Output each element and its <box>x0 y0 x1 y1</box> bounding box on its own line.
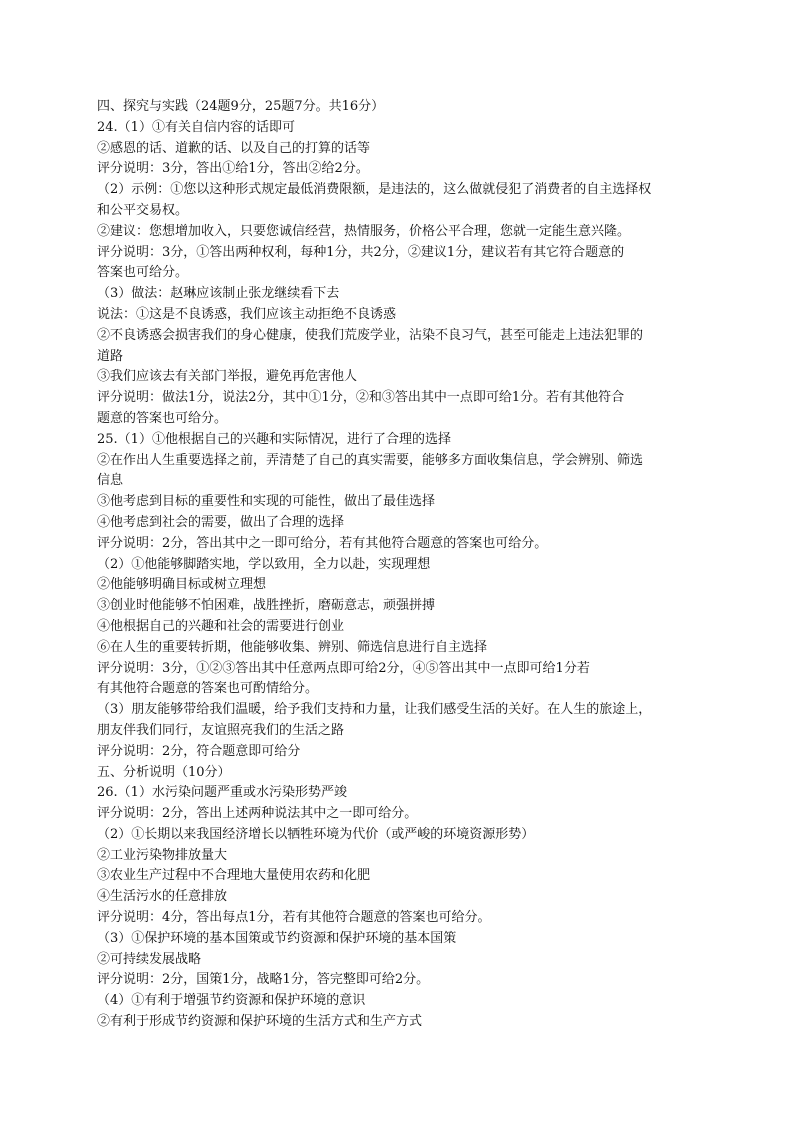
text-line: 24.（1）①有关自信内容的话即可 <box>97 119 295 135</box>
text-line: ②工业污染物排放量大 <box>97 847 228 863</box>
text-line: 25.（1）①他根据自己的兴趣和实际情况，进行了合理的选择 <box>97 431 451 447</box>
text-line: 评分说明：4分，答出每点1分，若有其他符合题意的答案也可给分。 <box>97 910 491 926</box>
text-line: （3）①保护环境的基本国策或节约资源和保护环境的基本国策 <box>97 930 457 946</box>
text-line: 评分说明：3分，答出①给1分，答出②给2分。 <box>97 161 369 177</box>
text-line: 有其他符合题意的答案也可酌情给分。 <box>97 681 319 697</box>
text-line: 题意的答案也可给分。 <box>97 410 228 426</box>
text-line: 四、探究与实践（24题9分，25题7分。共16分） <box>97 99 385 114</box>
document-body <box>97 97 697 1033</box>
text-line: 信息 <box>97 473 124 489</box>
text-line: ⑥在人生的重要转折期，他能够收集、辨别、筛选信息进行自主选择 <box>97 639 488 655</box>
text-line: （4）①有利于增强节约资源和保护环境的意识 <box>97 993 366 1009</box>
text-line: 评分说明：2分，答出上述两种说法其中之一即可给分。 <box>97 806 418 822</box>
text-line: 答案也可给分。 <box>97 265 189 281</box>
text-line: 道路 <box>97 348 124 364</box>
text-line: （2）示例：①您以这种形式规定最低消费限额，是违法的，这么做就侵犯了消费者的自主选择权 <box>97 182 652 198</box>
text-line: （2）①长期以来我国经济增长以牺牲环境为代价（或严峻的环境资源形势） <box>97 826 535 842</box>
text-line: 评分说明：2分，国策1分，战略1分，答完整即可给2分。 <box>97 972 430 988</box>
text-line: 评分说明：3分，①②③答出其中任意两点即可给2分，④⑤答出其中一点即可给1分若 <box>97 660 590 676</box>
text-line: ②不良诱惑会损害我们的身心健康，使我们荒废学业，沾染不良习气，甚至可能走上违法犯罪的 <box>97 327 644 343</box>
text-line: 五、分析说明（10分） <box>97 764 231 780</box>
text-line: ②他能够明确目标或树立理想 <box>97 577 267 593</box>
text-line: （3）朋友能够带给我们温暖，给予我们支持和力量，让我们感受生活的关好。在人生的旅途上， <box>97 702 652 718</box>
text-line: 评分说明：做法1分，说法2分，其中①1分，②和③答出其中一点即可给1分。若有其他符合 <box>97 390 625 406</box>
text-line: 评分说明：2分，答出其中之一即可给分，若有其他符合题意的答案也可给分。 <box>97 535 548 551</box>
text-line: （2）①他能够脚踏实地，学以致用，全力以赴，实现理想 <box>97 556 431 572</box>
text-line: ④他根据自己的兴趣和社会的需要进行创业 <box>97 618 345 634</box>
text-line: 朋友伴我们同行，友谊照亮我们的生活之路 <box>97 722 345 738</box>
text-line: 评分说明：3分，①答出两种权利，每种1分，共2分，②建议1分，建议若有其它符合题意的 <box>97 244 625 260</box>
text-line: ②可持续发展战略 <box>97 951 202 967</box>
text-line: ④他考虑到社会的需要，做出了合理的选择 <box>97 514 345 530</box>
text-line: ②建议：您想增加收入，只要您诚信经营，热情服务，价格公平合理，您就一定能生意兴隆。 <box>97 223 631 239</box>
text-line: ③农业生产过程中不合理地大量使用农药和化肥 <box>97 868 371 884</box>
text-line: ③我们应该去有关部门举报，避免再危害他人 <box>97 369 358 385</box>
text-line: ②在作出人生重要选择之前，弄清楚了自己的真实需要，能够多方面收集信息，学会辨别、筛选 <box>97 452 644 468</box>
text-line: ②有利于形成节约资源和保护环境的生活方式和生产方式 <box>97 1014 423 1030</box>
text-line: ③他考虑到目标的重要性和实现的可能性，做出了最佳选择 <box>97 494 436 510</box>
text-line: （3）做法：赵琳应该制止张龙继续看下去 <box>97 286 340 302</box>
text-line: ③创业时他能够不怕困难，战胜挫折，磨砺意志，顽强拼搏 <box>97 598 436 614</box>
text-line: ②感恩的话、道歉的话、以及自己的打算的话等 <box>97 140 371 156</box>
text-line: ④生活污水的任意排放 <box>97 889 228 905</box>
text-line: 和公平交易权。 <box>97 202 189 218</box>
text-line: 说法：①这是不良诱惑，我们应该主动拒绝不良诱惑 <box>97 306 397 322</box>
text-line: 评分说明：2分，符合题意即可给分 <box>97 743 301 759</box>
text-line: 26.（1）水污染问题严重或水污染形势严竣 <box>97 785 347 801</box>
